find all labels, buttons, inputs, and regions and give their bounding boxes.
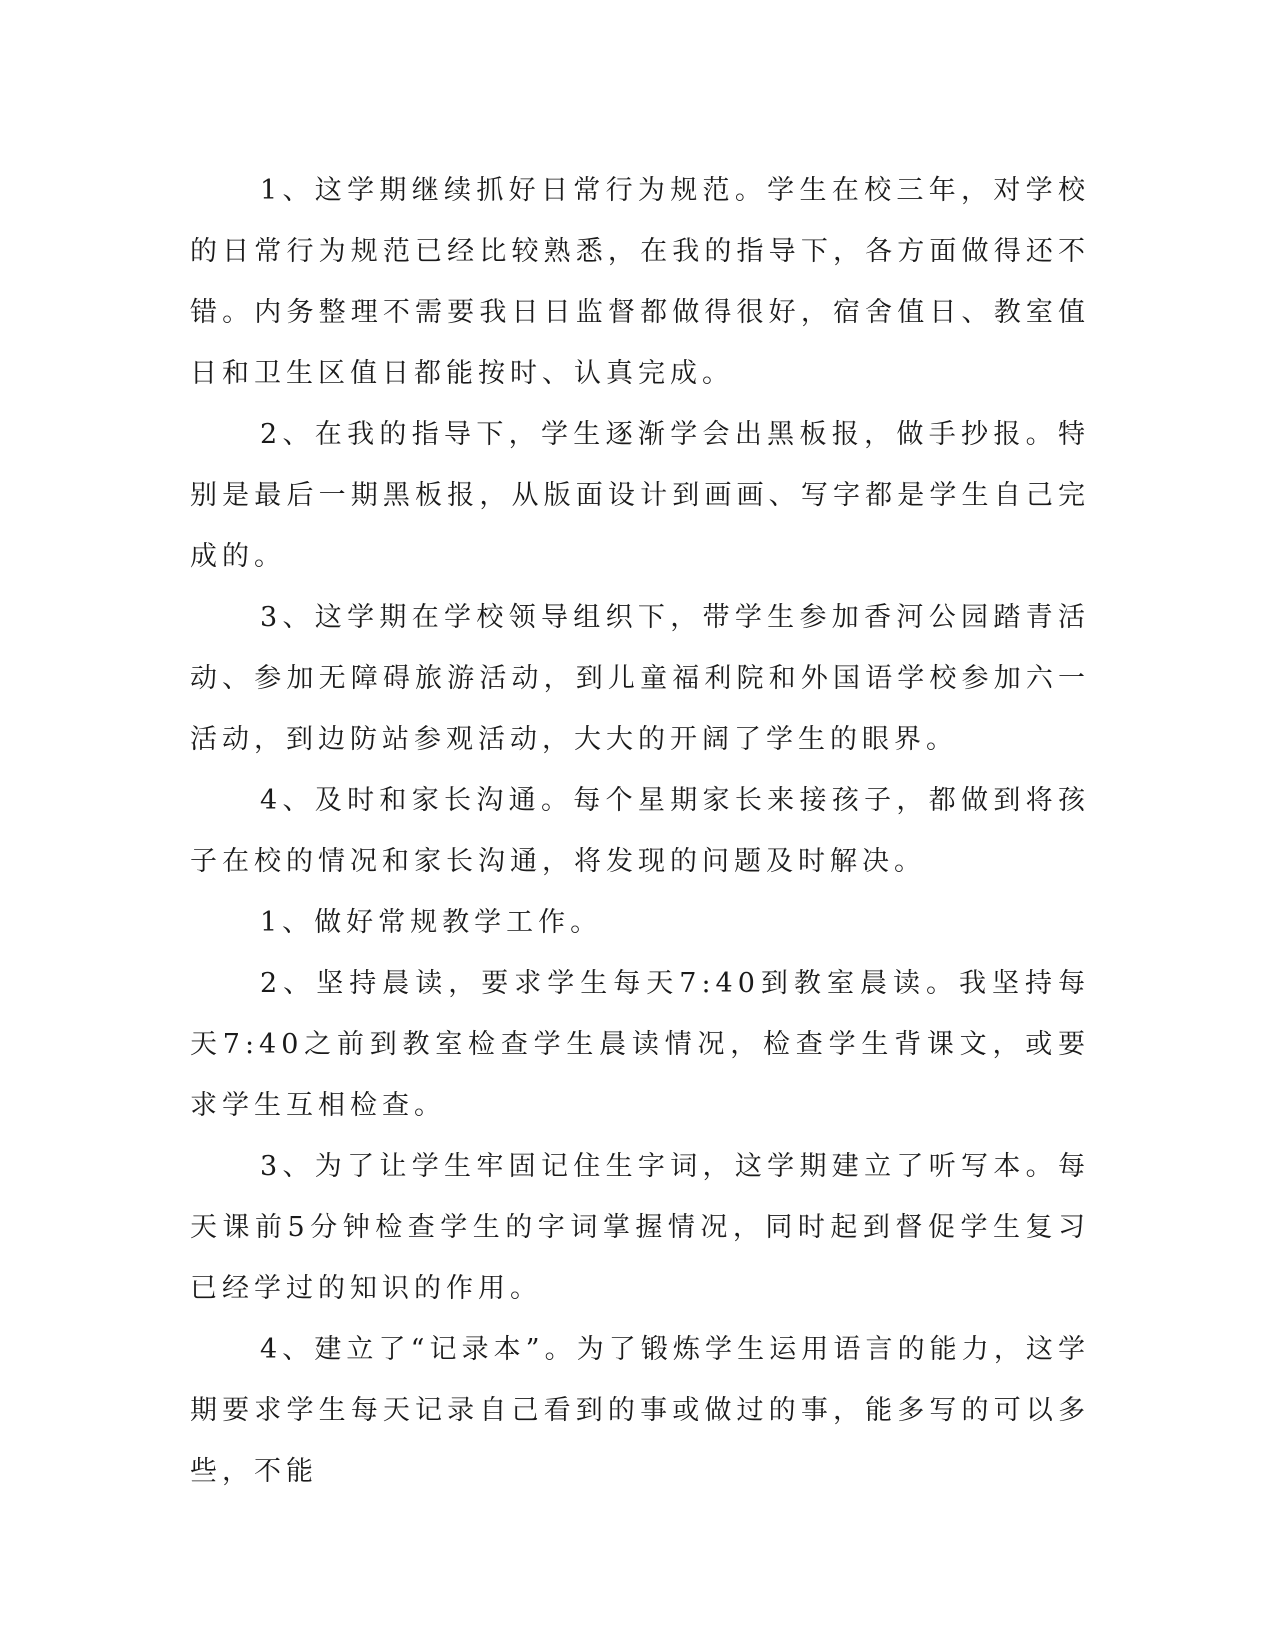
paragraph-parent-communication: 4、及时和家长沟通。每个星期家长来接孩子，都做到将孩子在校的情况和家长沟通，将发现的问题及时解决。 — [190, 785, 1090, 877]
paragraph-class-routine: 1、这学期继续抓好日常行为规范。学生在校三年，对学校的日常行为规范已经比较熟悉，在我的指导下，各方面做得还不错。内务整理不需要我日日监督都做得很好，宿舍值日、教室值日和卫生区值日都能按时、认真完成。 — [190, 175, 1090, 389]
document-body — [190, 160, 1090, 1502]
paragraph-record-book: 4、建立了“记录本”。为了锻炼学生运用语言的能力，这学期要求学生每天记录自己看到的事或做过的事，能多写的可以多些，不能 — [190, 1334, 1090, 1487]
paragraph-blackboard-newspaper: 2、在我的指导下，学生逐渐学会出黑板报，做手抄报。特别是最后一期黑板报，从版面设计到画画、写字都是学生自己完成的。 — [190, 419, 1090, 572]
paragraph-routine-teaching: 1、做好常规教学工作。 — [260, 907, 603, 938]
paragraph-morning-reading: 2、坚持晨读，要求学生每天7:40到教室晨读。我坚持每天7:40之前到教室检查学生晨读情况，检查学生背课文，或要求学生互相检查。 — [190, 968, 1090, 1121]
paragraph-activities: 3、这学期在学校领导组织下，带学生参加香河公园踏青活动、参加无障碍旅游活动，到儿童福利院和外国语学校参加六一活动，到边防站参观活动，大大的开阔了学生的眼界。 — [190, 602, 1090, 755]
paragraph-dictation-book: 3、为了让学生牢固记住生字词，这学期建立了听写本。每天课前5分钟检查学生的字词掌握情况，同时起到督促学生复习已经学过的知识的作用。 — [190, 1151, 1090, 1304]
